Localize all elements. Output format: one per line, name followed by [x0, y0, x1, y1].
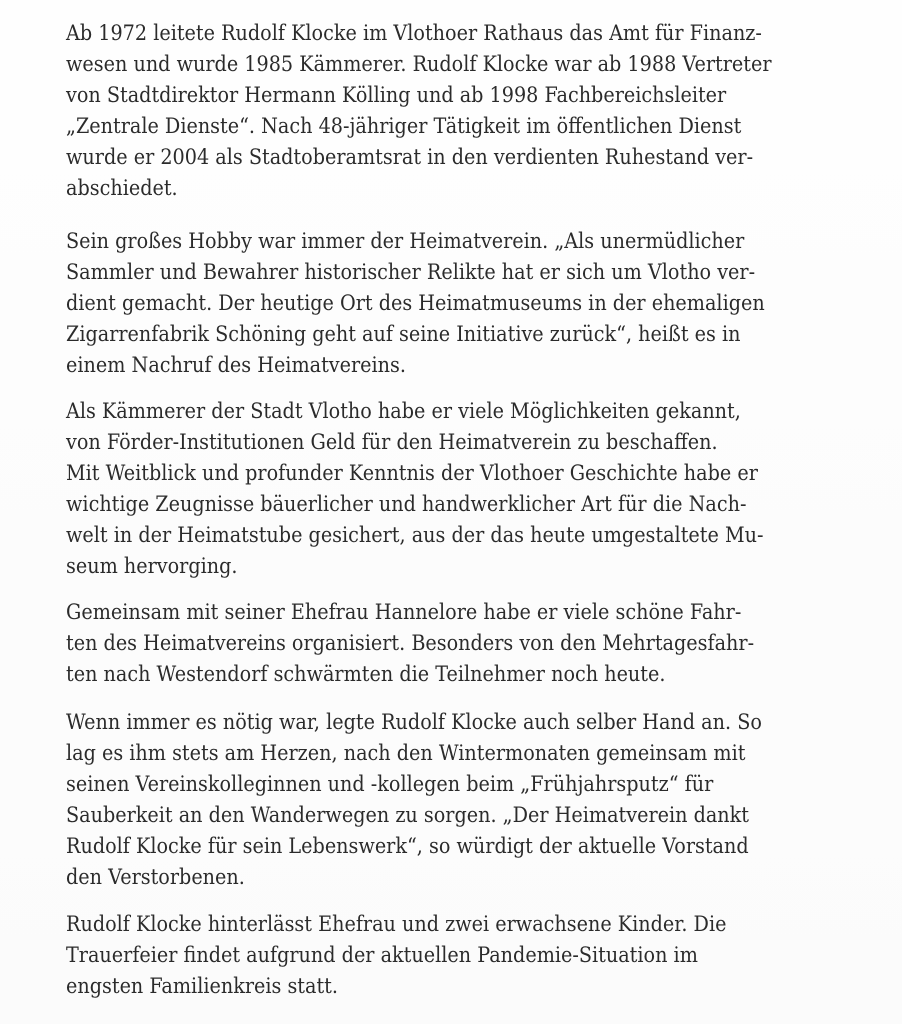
text-line: den Verstorbenen.: [66, 865, 245, 889]
text-line: wesen und wurde 1985 Kämmerer. Rudolf Klocke war ab 1988 Vertreter: [66, 52, 772, 76]
text-line: dient gemacht. Der heutige Ort des Heimatmuseums in der ehemaligen: [66, 291, 765, 315]
paragraph-treasurer: [66, 396, 902, 582]
text-line: Rudolf Klocke für sein Lebenswerk“, so würdigt der aktuelle Vorstand: [66, 834, 749, 858]
text-line: Ab 1972 leitete Rudolf Klocke im Vlothoer Rathaus das Amt für Finanz-: [66, 21, 762, 45]
text-line: Mit Weitblick und profunder Kenntnis der Vlothoer Geschichte habe er: [66, 461, 758, 485]
text-line: seum hervorging.: [66, 554, 238, 578]
text-line: „Zentrale Dienste“. Nach 48-jähriger Tätigkeit im öffentlichen Dienst: [66, 114, 742, 138]
text-line: Sammler und Bewahrer historischer Relikte hat er sich um Vlotho ver-: [66, 260, 756, 284]
text-line: ten des Heimatvereins organisiert. Besonders von den Mehrtagesfahr-: [66, 631, 755, 655]
paragraph-hobby: [66, 226, 902, 381]
text-line: Wenn immer es nötig war, legte Rudolf Klocke auch selber Hand an. So: [66, 710, 762, 734]
text-line: Rudolf Klocke hinterlässt Ehefrau und zwei erwachsene Kinder. Die: [66, 912, 727, 936]
text-line: engsten Familienkreis statt.: [66, 974, 338, 998]
text-line: wurde er 2004 als Stadtoberamtsrat in den verdienten Ruhestand ver-: [66, 145, 754, 169]
paragraph-survivors: [66, 909, 902, 1002]
text-line: Als Kämmerer der Stadt Vlotho habe er viele Möglichkeiten gekannt,: [66, 399, 741, 423]
text-line: Sein großes Hobby war immer der Heimatverein. „Als unermüdlicher: [66, 229, 745, 253]
text-line: seinen Vereinskolleginnen und -kollegen beim „Frühjahrsputz“ für: [66, 772, 714, 796]
text-line: Gemeinsam mit seiner Ehefrau Hannelore habe er viele schöne Fahr-: [66, 600, 742, 624]
text-line: Trauerfeier findet aufgrund der aktuellen Pandemie-Situation im: [66, 943, 698, 967]
text-line: welt in der Heimatstube gesichert, aus der das heute umgestaltete Mu-: [66, 523, 764, 547]
text-line: Sauberkeit an den Wanderwegen zu sorgen. „Der Heimatverein dankt: [66, 803, 750, 827]
paragraph-trips: [66, 597, 902, 690]
text-line: einem Nachruf des Heimatvereins.: [66, 353, 406, 377]
text-line: lag es ihm stets am Herzen, nach den Wintermonaten gemeinsam mit: [66, 741, 746, 765]
paragraph-career: [66, 18, 902, 204]
text-line: von Stadtdirektor Hermann Kölling und ab 1998 Fachbereichsleiter: [66, 83, 727, 107]
text-line: abschiedet.: [66, 176, 178, 200]
paragraph-volunteering: [66, 707, 902, 893]
text-line: Zigarrenfabrik Schöning geht auf seine Initiative zurück“, heißt es in: [66, 322, 741, 346]
text-line: ten nach Westendorf schwärmten die Teilnehmer noch heute.: [66, 662, 666, 686]
text-line: von Förder-Institutionen Geld für den Heimatverein zu beschaffen.: [66, 430, 718, 454]
text-line: wichtige Zeugnisse bäuerlicher und handwerklicher Art für die Nach-: [66, 492, 747, 516]
